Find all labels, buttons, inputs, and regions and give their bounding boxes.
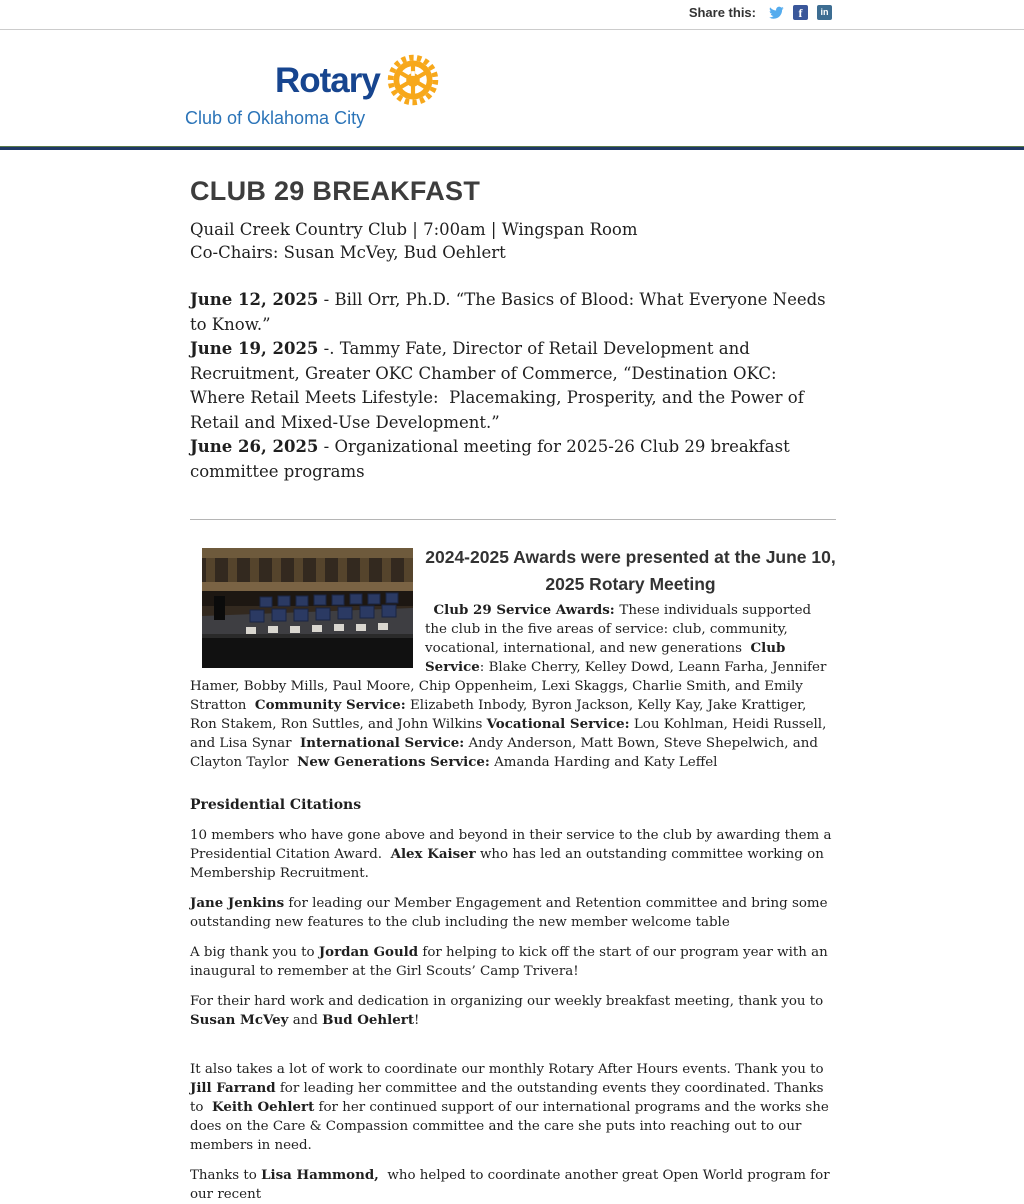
facebook-icon[interactable]: f [793,5,808,20]
share-bar [0,0,1024,30]
rotary-club-subtitle: Club of Oklahoma City [185,108,366,128]
newsletter-body [190,176,836,1204]
citation-paragraph: For their hard work and dedication in organizing our weekly breakfast meeting, thank you to Susan McVey and Bud Oehlert! [190,994,824,1028]
rotary-wordmark: Rotary [275,60,380,100]
awards-body: Club 29 Service Awards: These individuals supported the club in the five areas of service: club, community, vocational, international, and new generations Club Service: Blake Cherry, Kelley Dowd, Leann Farha, Jennifer Hamer, Bobby Mills, Paul Moore, Chip Oppenheim, Lexi Skaggs, Charlie Smith, and Emily Stratton Community Service: Elizabeth Inbody, Byron Jackson, Kelly Kay, Jake Krattiger, Ron Stakem, Ron Suttles, and John Wilkins Vocational Service: Lou Kohlman, Heidi Russell, and Lisa Synar International Service: Andy Anderson, Matt Bown, Steve Shepelwich, and Clayton Taylor New Generations Service: Amanda Harding and Katy Leffel [190,602,827,770]
citation-paragraph: Jane Jenkins for leading our Member Engagement and Retention committee and bring some outstanding new features to the club including the new member welcome table [190,895,828,930]
section-divider [190,519,836,520]
cochairs-line: Co-Chairs: Susan McVey, Bud Oehlert [190,243,506,262]
twitter-icon[interactable] [769,5,784,20]
linkedin-icon[interactable]: in [817,5,832,20]
citation-paragraph: A big thank you to Jordan Gould for helping to kick off the start of our program year with an inaugural to remember at the Girl Scouts’ Camp Trivera! [190,944,828,979]
venue-line: Quail Creek Country Club | 7:00am | Wingspan Room [190,220,638,239]
rotary-wheel-icon [387,54,439,106]
awards-table-photo [202,548,413,668]
event-june-19: June 19, 2025 -. Tammy Fate, Director of Retail Development and Recruitment, Greater OKC Chamber of Commerce, “Destination OKC: Where Retail Meets Lifestyle: Placemaking, Prosperity, and the Power of Retail and Mixed-Use Development.” [190,339,804,432]
header-rule [0,146,1024,150]
event-june-12: June 12, 2025 - Bill Orr, Ph.D. “The Basics of Blood: What Everyone Needs to Know.” [190,290,826,334]
citation-paragraph: 10 members who have gone above and beyond in their service to the club by awarding them a Presidential Citation Award. Alex Kaiser who has led an outstanding committee working on Membership Recruitment. [190,828,832,881]
rotary-logo [0,30,1024,138]
citation-paragraph: Thanks to Lisa Hammond, who helped to coordinate another great Open World program for our recent [190,1167,830,1202]
share-label: Share this: [688,5,756,20]
awards-section [190,542,836,1204]
awards-heading: 2024-2025 Awards were presented at the June 10, 2025 Rotary Meeting [425,547,836,594]
event-june-26: June 26, 2025 - Organizational meeting for 2025-26 Club 29 breakfast committee programs [190,437,790,481]
presidential-citations-heading: Presidential Citations [190,797,362,813]
citation-paragraph: It also takes a lot of work to coordinate our monthly Rotary After Hours events. Thank you to Jill Farrand for leading her committee and the outstanding events they coordinated. Thanks to Keith Oehlert for her continued support of our international programs and the works she does on the Care & Compassion committee and the care she puts into reaching out to our members in need. [190,1062,829,1153]
event-schedule [190,288,836,484]
page-title: CLUB 29 BREAKFAST [190,176,481,206]
